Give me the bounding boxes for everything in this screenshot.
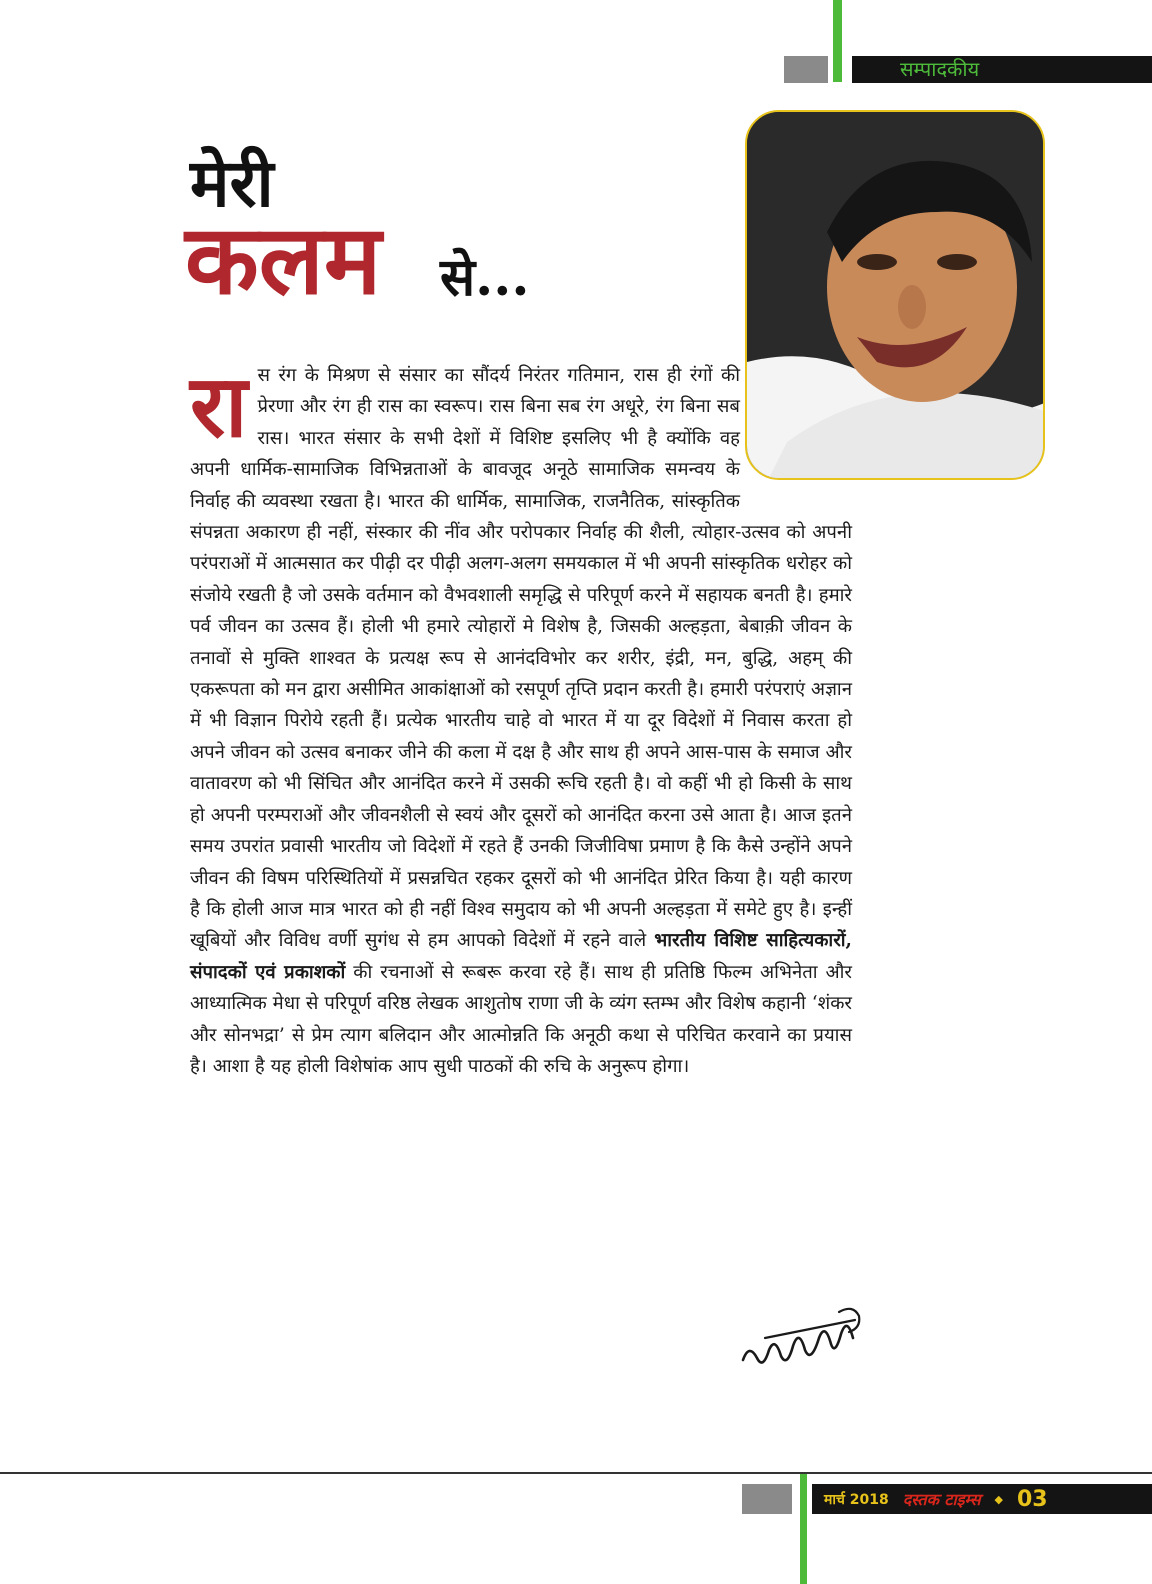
title-line-meri: मेरी	[190, 144, 274, 222]
footer-info-box	[812, 1484, 1152, 1514]
drop-cap: रा	[190, 356, 248, 457]
title-word-kalam: कलम	[185, 203, 382, 316]
editorial-article-body	[190, 356, 852, 1082]
article-text-part2: की रचनाओं से रूबरू करवा रहे हैं। साथ ही प्रतिष्ठि फिल्म अभिनेता और आध्यात्मिक मेधा से परिपूर्ण वरिष्ठ लेखक आशुतोष राणा जी के व्यंग स्तम्भ और विशेष कहानी ‘शंकर और सोनभद्रा’ से प्रेम त्याग बलिदान और आत्मोन्नति कि अनूठी कथा से परिचित करवाने का प्रयास है। आशा है यह होली विशेषांक आप सुधी पाठकों की रुचि के अनुरूप होगा।	[190, 961, 852, 1077]
photo-wrap-spacer	[740, 360, 852, 488]
signature-scribble	[735, 1298, 875, 1388]
title-word-se: से...	[440, 247, 530, 308]
section-label	[852, 56, 1152, 83]
footer-issue-date: मार्च 2018	[824, 1491, 889, 1508]
footer-gray-block	[742, 1484, 792, 1514]
header-green-bar	[833, 0, 842, 82]
article-text-part1: स रंग के मिश्रण से संसार का सौंदर्य निरंतर गतिमान, रास ही रंगों की प्रेरणा और रंग ही रास का स्वरूप। रास बिना सब रंग अधूरे, रंग बिना सब रास। भारत संसार के सभी देशों में विशिष्ट इसलिए भी है क्योंकि वह अपनी धार्मिक-सामाजिक विभिन्नताओं के बावजूद अनूठे सामाजिक समन्वय के निर्वाह की व्यवस्था रखता है। भारत की धार्मिक, सामाजिक, राजनैतिक, सांस्कृतिक संपन्नता अकारण ही नहीं, संस्कार की नींव और परोपकार निर्वाह की शैली, त्योहार-उत्सव को अपनी परंपराओं में आत्मसात कर पीढ़ी दर पीढ़ी अलग-अलग समयकाल में भी अपनी सांस्कृतिक धरोहर को संजोये रखती है जो उसके वर्तमान को वैभवशाली समृद्धि से परिपूर्ण करने में सहायक बनती है। हमारे पर्व जीवन का उत्सव हैं। होली भी हमारे त्योहारों मे विशेष है, जिसकी अल्हड़ता, बेबाक़ी जीवन के तनावों से मुक्ति शाश्वत के प्रत्यक्ष रूप से आनंदविभोर कर शरीर, इंद्री, मन, बुद्धि, अहम् की एकरूपता को मन द्वारा असीमित आकांक्षाओं को रसपूर्ण तृप्ति प्रदान करती है। हमारी परंपराएं अज्ञान में भी विज्ञान पिरोये रहती हैं। प्रत्येक भारतीय चाहे वो भारत में या दूर विदेशों में निवास करता हो अपने जीवन को उत्सव बनाकर जीने की कला में दक्ष है और साथ ही अपने आस-पास के समाज और वातावरण को भी सिंचित और आनंदित करने में उसकी रूचि रहती है। वो कहीं भी हो किसी के साथ हो अपनी परम्पराओं और जीवनशैली से स्वयं और दूसरों को आनंदित करना उसे आता है। आज इतने समय उपरांत प्रवासी भारतीय जो विदेशों में रहते हैं उनकी जिजीविषा प्रमाण है कि कैसे उन्होंने अपने जीवन की विषम परिस्थितियों में प्रसन्नचित रहकर दूसरों को भी आनंदित प्रेरित किया है। यही कारण है कि होली आज मात्र भारत को ही नहीं विश्व समुदाय को भी अपनी अल्हड़ता में समेटे हुए है। इन्हीं खूबियों और विविध वर्णी सुगंध से हम आपको विदेशों में रहने वाले	[190, 365, 852, 952]
diamond-icon: ◆	[994, 1492, 1003, 1506]
section-label-text: सम्पादकीय	[900, 57, 980, 81]
editor-signature	[735, 1298, 875, 1388]
footer-magazine-logo: दस्तक टाइम्स	[902, 1490, 981, 1509]
article-highlight-text: भारतीय विशिष्ट साहित्यकारों, संपादकों एवं प्रकाशकों	[190, 930, 852, 983]
footer-rule	[0, 1472, 1152, 1474]
header-gray-block	[784, 56, 828, 83]
footer-page-number: 03	[1016, 1486, 1048, 1512]
footer-green-bar	[800, 1474, 807, 1584]
